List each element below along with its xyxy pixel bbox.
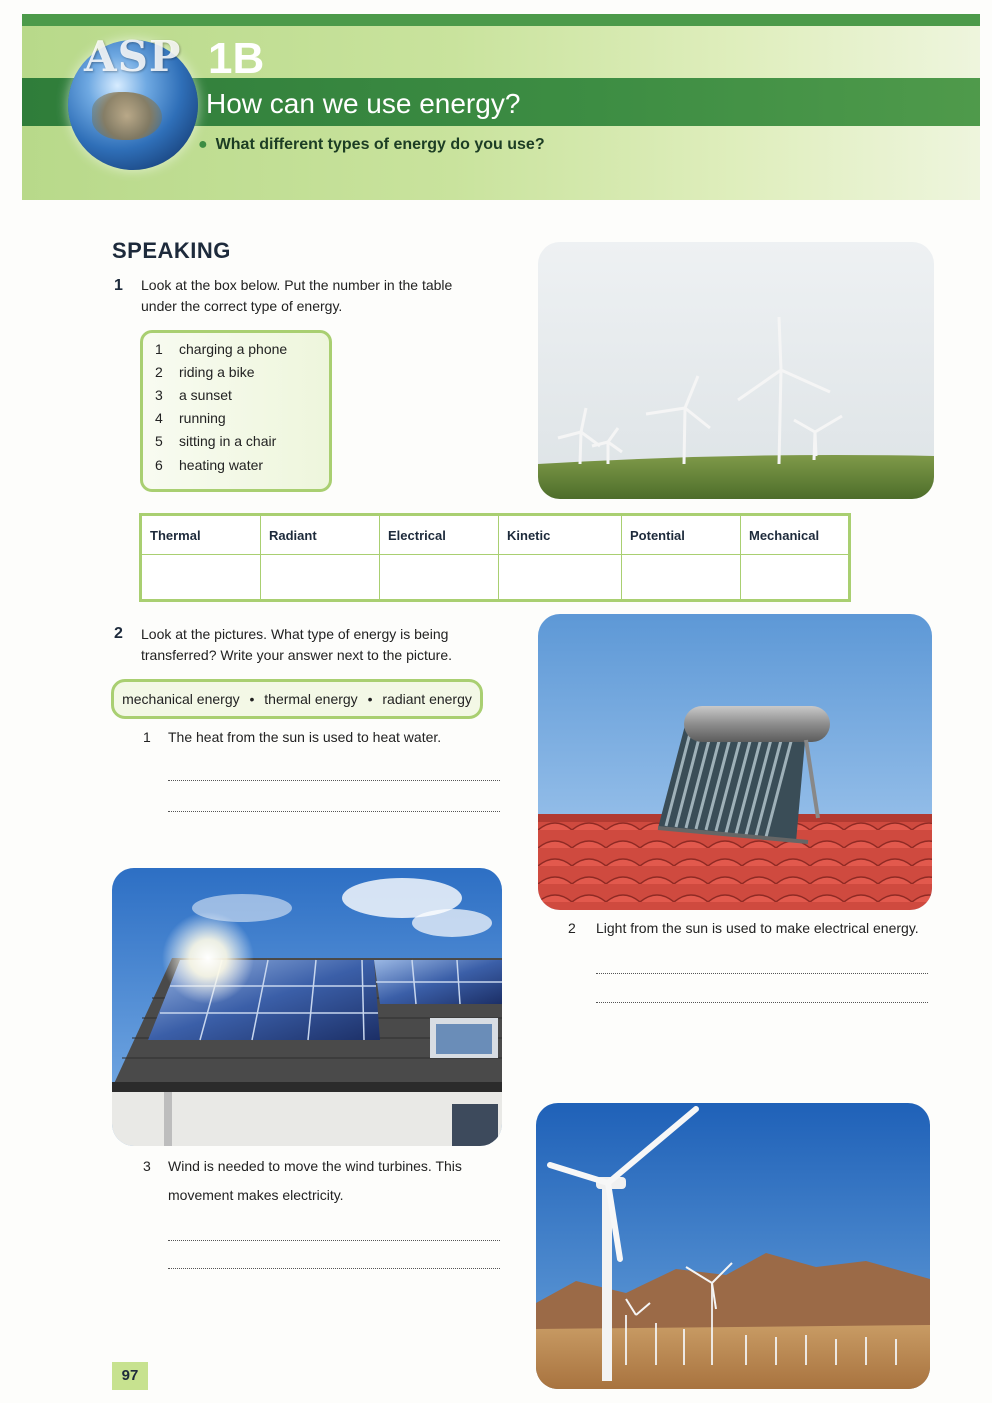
table-header-kinetic: Kinetic bbox=[499, 515, 622, 555]
word-option: mechanical energy bbox=[122, 691, 240, 707]
page-number: 97 bbox=[112, 1362, 148, 1390]
answer-line[interactable] bbox=[596, 1002, 928, 1003]
table-header-thermal: Thermal bbox=[141, 515, 261, 555]
exercise-2-instruction: Look at the pictures. What type of energy is being transferred? Write your answer next to the picture. bbox=[141, 626, 452, 663]
section-heading: SPEAKING bbox=[112, 238, 231, 263]
series-logo: ASP bbox=[84, 32, 182, 81]
solar-water-heater-photo bbox=[538, 614, 932, 910]
answer-line[interactable] bbox=[168, 1240, 500, 1241]
word-option: thermal energy bbox=[264, 691, 358, 707]
word-option: radiant energy bbox=[382, 691, 472, 707]
picture-3-caption-line-1: Wind is needed to move the wind turbines. This bbox=[168, 1158, 462, 1174]
list-item: 1 charging a phone bbox=[155, 341, 288, 357]
picture-1-number: 1 bbox=[143, 729, 151, 745]
page-title: How can we use energy? bbox=[206, 88, 521, 119]
table-header-electrical: Electrical bbox=[380, 515, 499, 555]
energy-type-table bbox=[139, 513, 851, 602]
answer-cell-mechanical[interactable] bbox=[741, 555, 850, 601]
table-header-potential: Potential bbox=[622, 515, 741, 555]
exercise-1-number: 1 bbox=[114, 277, 123, 294]
header-top-bar bbox=[22, 14, 980, 26]
list-item: 4 running bbox=[155, 410, 226, 426]
list-item: 6 heating water bbox=[155, 457, 264, 473]
table-header-radiant: Radiant bbox=[261, 515, 380, 555]
wind-farm-photo bbox=[538, 242, 934, 499]
solar-panel-roof-photo bbox=[112, 868, 502, 1146]
list-item: 2 riding a bike bbox=[155, 364, 255, 380]
list-item: 3 a sunset bbox=[155, 387, 232, 403]
picture-3-number: 3 bbox=[143, 1158, 151, 1174]
answer-line[interactable] bbox=[168, 811, 500, 812]
picture-2-number: 2 bbox=[568, 920, 576, 936]
picture-3-caption-line-2: movement makes electricity. bbox=[168, 1187, 344, 1203]
exercise-1-instruction: Look at the box below. Put the number in the table under the correct type of energy. bbox=[141, 277, 453, 314]
exercise-2-number: 2 bbox=[114, 625, 123, 642]
word-box bbox=[111, 679, 483, 719]
bullet-icon: ● bbox=[198, 136, 208, 153]
answer-line[interactable] bbox=[596, 973, 928, 974]
picture-2-caption: Light from the sun is used to make electrical energy. bbox=[596, 920, 919, 936]
answer-line[interactable] bbox=[168, 780, 500, 781]
activity-box bbox=[140, 330, 332, 492]
globe-land-shape bbox=[92, 92, 162, 140]
answer-cell-thermal[interactable] bbox=[141, 555, 261, 601]
picture-1-caption: The heat from the sun is used to heat water. bbox=[168, 729, 442, 745]
answer-line[interactable] bbox=[168, 1268, 500, 1269]
answer-cell-potential[interactable] bbox=[622, 555, 741, 601]
table-header-mechanical: Mechanical bbox=[741, 515, 850, 555]
list-item: 5 sitting in a chair bbox=[155, 433, 277, 449]
answer-cell-electrical[interactable] bbox=[380, 555, 499, 601]
answer-cell-radiant[interactable] bbox=[261, 555, 380, 601]
answer-cell-kinetic[interactable] bbox=[499, 555, 622, 601]
unit-label: 1B bbox=[208, 34, 265, 83]
word-separator: • bbox=[249, 691, 255, 707]
lesson-question-text: What different types of energy do you use? bbox=[215, 136, 545, 153]
desert-wind-turbines-photo bbox=[536, 1103, 930, 1389]
lesson-question bbox=[198, 136, 545, 154]
word-separator: • bbox=[367, 691, 373, 707]
